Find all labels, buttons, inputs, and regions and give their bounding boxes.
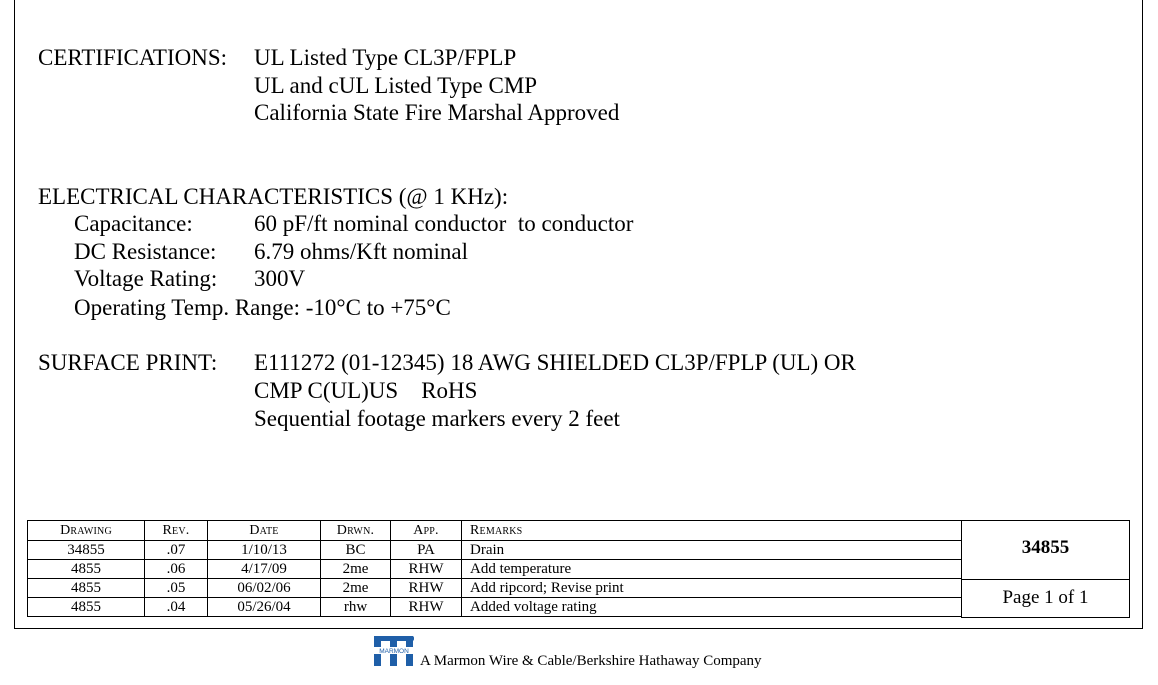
capacitance-label: Capacitance:: [74, 211, 193, 236]
voltage-value: 300V: [254, 266, 306, 291]
page-indicator: Page 1 of 1: [1002, 587, 1089, 608]
col-header: Rev.: [145, 521, 208, 541]
table-cell: Drain: [462, 541, 962, 560]
table-cell: 06/02/06: [208, 579, 321, 598]
table-row: [28, 541, 962, 560]
table-cell: 05/26/04: [208, 598, 321, 617]
table-cell: .06: [145, 560, 208, 579]
table-cell: 4855: [28, 598, 145, 617]
col-header: Drwn.: [321, 521, 391, 541]
divider: [962, 579, 1129, 580]
table-cell: 1/10/13: [208, 541, 321, 560]
drawing-number-box: [961, 520, 1130, 618]
table-cell: 4855: [28, 579, 145, 598]
resistance-value: 6.79 ohms/Kft nominal: [254, 239, 469, 264]
resistance-label: DC Resistance:: [74, 239, 217, 264]
surface-print-line: Sequential footage markers every 2 feet: [254, 406, 620, 431]
surface-print-line: CMP C(UL)US RoHS: [254, 378, 478, 403]
col-header: App.: [391, 521, 462, 541]
table-header-row: [28, 521, 962, 541]
certification-line: California State Fire Marshal Approved: [254, 100, 620, 125]
table-cell: PA: [391, 541, 462, 560]
table-cell: Add temperature: [462, 560, 962, 579]
table-cell: 4/17/09: [208, 560, 321, 579]
col-header: Date: [208, 521, 321, 541]
table-cell: RHW: [391, 579, 462, 598]
revision-table: [27, 520, 962, 617]
table-cell: rhw: [321, 598, 391, 617]
table-cell: .05: [145, 579, 208, 598]
table-cell: RHW: [391, 598, 462, 617]
table-cell: 4855: [28, 560, 145, 579]
table-cell: .04: [145, 598, 208, 617]
table-row: [28, 598, 962, 617]
table-cell: Added voltage rating: [462, 598, 962, 617]
surface-print-line: E111272 (01-12345) 18 AWG SHIELDED CL3P/FPLP (UL) OR: [254, 350, 856, 375]
table-cell: .07: [145, 541, 208, 560]
logo-text: MARMON: [379, 648, 409, 655]
col-header: Remarks: [462, 521, 962, 541]
certification-line: UL Listed Type CL3P/FPLP: [254, 45, 517, 70]
table-cell: 2me: [321, 560, 391, 579]
certifications-label: CERTIFICATIONS:: [38, 45, 228, 70]
temp-range: Operating Temp. Range: -10°C to +75°C: [74, 295, 451, 320]
voltage-label: Voltage Rating:: [74, 266, 218, 291]
col-header: Drawing: [28, 521, 145, 541]
electrical-heading: ELECTRICAL CHARACTERISTICS (@ 1 KHz):: [38, 184, 509, 209]
table-row: [28, 560, 962, 579]
marmon-logo-icon: [372, 634, 416, 668]
table-cell: 34855: [28, 541, 145, 560]
certification-line: UL and cUL Listed Type CMP: [254, 73, 538, 98]
company-name: A Marmon Wire & Cable/Berkshire Hathaway Company: [420, 653, 762, 669]
capacitance-value: 60 pF/ft nominal conductor to conductor: [254, 211, 634, 236]
table-cell: Add ripcord; Revise print: [462, 579, 962, 598]
table-cell: 2me: [321, 579, 391, 598]
surface-print-label: SURFACE PRINT:: [38, 350, 218, 375]
table-cell: RHW: [391, 560, 462, 579]
table-cell: BC: [321, 541, 391, 560]
table-row: [28, 579, 962, 598]
drawing-number: 34855: [1021, 537, 1070, 558]
